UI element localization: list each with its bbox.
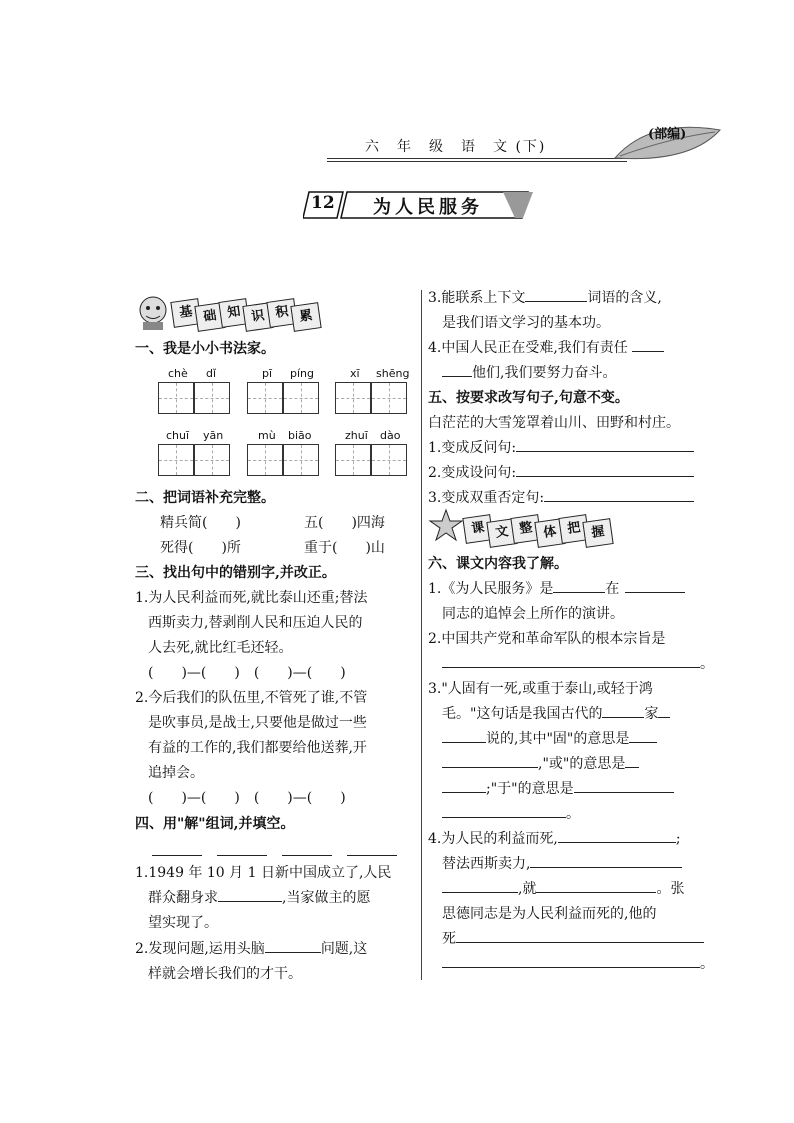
header-rule-2 xyxy=(327,161,627,162)
fill-blank[interactable] xyxy=(265,938,321,953)
fill-blank[interactable] xyxy=(625,578,685,593)
q3-item2-line: 追掉会。 xyxy=(148,765,204,781)
q3-correction-blank[interactable]: ( )—( ) ( )—( ) xyxy=(148,665,346,681)
text: 2.发现问题,运用头脑 xyxy=(135,941,265,957)
text: 。张 xyxy=(656,881,685,897)
star-mascot-icon xyxy=(428,508,464,544)
q3-item1-line: 西斯卖力,替剥削人民和压迫人民的 xyxy=(148,615,363,631)
q3-correction-blank[interactable]: ( )—( ) ( )—( ) xyxy=(148,790,346,806)
q6-item3-line4 xyxy=(442,753,639,775)
writing-grid[interactable] xyxy=(371,444,407,476)
text: 3.变成双重否定句: xyxy=(428,490,545,506)
header-rule xyxy=(327,158,627,159)
pinyin: dǐ xyxy=(206,367,217,380)
lesson-banner xyxy=(303,190,525,220)
text: 1.变成反问句: xyxy=(428,440,517,456)
fill-blank[interactable] xyxy=(442,878,518,893)
edition-label: (部编) xyxy=(648,127,687,142)
writing-grid[interactable] xyxy=(283,382,319,414)
fill-blank[interactable] xyxy=(442,753,538,768)
word-blank[interactable] xyxy=(217,855,267,856)
fill-blank[interactable] xyxy=(516,437,694,452)
writing-grid[interactable] xyxy=(283,444,319,476)
q6-item3-line5 xyxy=(442,778,674,800)
text: 替法西斯卖力, xyxy=(442,856,531,872)
writing-grid[interactable] xyxy=(335,444,371,476)
q6-item4-line5 xyxy=(442,928,704,950)
text: ,"或"的意思是 xyxy=(538,756,626,772)
q3-item2-line: 是吹事员,是战士,只要他是做过一些 xyxy=(148,715,367,731)
q6-item3-line2 xyxy=(442,703,670,725)
writing-grid[interactable] xyxy=(371,382,407,414)
fill-blank[interactable] xyxy=(442,803,566,818)
text: 4.为人民的利益而死, xyxy=(428,831,558,847)
q6-item1 xyxy=(428,578,685,600)
writing-grid[interactable] xyxy=(335,382,371,414)
q6-item4-line6 xyxy=(442,953,714,975)
q3-title: 三、找出句中的错别字,并改正。 xyxy=(135,565,336,581)
fill-blank[interactable] xyxy=(442,362,472,377)
badge-char: 体 xyxy=(534,518,565,548)
badge-char: 整 xyxy=(510,514,541,544)
fill-blank[interactable] xyxy=(218,887,282,902)
q2-idiom: 死得( )所 xyxy=(160,540,241,556)
text: 4.中国人民正在受难,我们有责任 xyxy=(428,340,628,356)
q6-title: 六、课文内容我了解。 xyxy=(428,556,568,572)
q2-idiom: 重于( )山 xyxy=(304,540,385,556)
q4-item4-line2 xyxy=(442,362,616,384)
fill-blank[interactable] xyxy=(574,778,674,793)
text: 3.能联系上下文 xyxy=(428,290,526,306)
text: 。 xyxy=(566,806,580,822)
q4-item1-line2 xyxy=(148,887,370,909)
badge-char: 识 xyxy=(242,302,273,332)
fill-blank[interactable] xyxy=(530,853,682,868)
q4-item2 xyxy=(135,938,367,960)
student-mascot-icon xyxy=(133,292,173,332)
text: ;"于"的意思是 xyxy=(486,781,574,797)
q4-title: 四、用"解"组词,并填空。 xyxy=(135,816,295,832)
text: 死 xyxy=(442,931,456,947)
q5-title: 五、按要求改写句子,句意不变。 xyxy=(428,390,629,406)
q6-item4: 4.为人民的利益而死, ; xyxy=(428,828,681,850)
q6-item3-line6 xyxy=(442,803,580,825)
q6-item1-line2: 同志的追悼会上所作的演讲。 xyxy=(442,606,624,622)
q3-item1-line: 人去死,就比红毛还轻。 xyxy=(148,640,293,656)
text: ,就 xyxy=(518,881,537,897)
q5-sentence: 白茫茫的大雪笼罩着山川、田野和村庄。 xyxy=(428,415,680,431)
fill-blank[interactable] xyxy=(658,703,670,718)
text: 说的,其中"固"的意思是 xyxy=(486,731,630,747)
pinyin: zhuī xyxy=(345,429,368,442)
writing-grid[interactable] xyxy=(158,444,194,476)
badge-char: 把 xyxy=(558,514,589,544)
writing-grid[interactable] xyxy=(194,444,230,476)
fill-blank[interactable] xyxy=(629,728,657,743)
pinyin: chè xyxy=(168,367,188,380)
lesson-number: 12 xyxy=(311,193,335,213)
q4-item3 xyxy=(428,287,662,309)
q4-item1-line3: 望实现了。 xyxy=(148,915,218,931)
writing-grid[interactable] xyxy=(247,444,283,476)
q6-item3: 3."人固有一死,或重于泰山,或轻于鸿 xyxy=(428,681,653,697)
fill-blank[interactable] xyxy=(516,462,694,477)
q4-item1: 1.1949 年 10 月 1 日新中国成立了,人民 xyxy=(135,865,392,881)
text: 问题,这 xyxy=(320,941,368,957)
q5-item xyxy=(428,487,694,509)
q2-idiom: 精兵简( ) xyxy=(160,515,241,531)
badge-char: 知 xyxy=(218,298,249,328)
fill-blank[interactable] xyxy=(632,337,664,352)
q6-item2-line2 xyxy=(442,653,714,675)
fill-blank[interactable] xyxy=(558,828,676,843)
fill-blank[interactable] xyxy=(442,653,700,668)
writing-grid[interactable] xyxy=(247,382,283,414)
fill-blank[interactable] xyxy=(625,753,639,768)
text: 词语的含义, xyxy=(587,290,662,306)
text: ,当家做主的愿 xyxy=(282,890,371,906)
header-grade-subject: 六 年 级 语 文 (下) xyxy=(365,139,547,155)
text: 毛。"这句话是我国古代的 xyxy=(442,706,603,722)
pinyin: xī xyxy=(350,367,360,380)
pinyin: dào xyxy=(380,429,401,442)
q4-item3-line2: 是我们语文学习的基本功。 xyxy=(442,315,610,331)
badge-char: 基 xyxy=(170,298,201,328)
q2-idiom: 五( )四海 xyxy=(304,515,385,531)
fill-blank[interactable] xyxy=(602,703,644,718)
fill-blank[interactable] xyxy=(544,487,694,502)
text: 群众翻身求 xyxy=(148,890,218,906)
fill-blank[interactable] xyxy=(442,728,486,743)
writing-grid[interactable] xyxy=(194,382,230,414)
text: 在 xyxy=(605,581,620,597)
fill-blank[interactable] xyxy=(442,778,486,793)
word-blank[interactable] xyxy=(152,855,202,856)
q1-title: 一、我是小小书法家。 xyxy=(135,341,275,357)
q6-item4-line4: 思德同志是为人民利益而死的,他的 xyxy=(442,906,657,922)
pinyin: píng xyxy=(290,367,314,380)
fill-blank[interactable] xyxy=(553,578,605,593)
pinyin: pī xyxy=(262,367,273,380)
text: 。 xyxy=(700,956,714,972)
q4-item2-line2: 样就会增长我们的才干。 xyxy=(148,966,302,982)
q6-item4-line3 xyxy=(442,878,684,900)
fill-blank[interactable] xyxy=(442,953,700,968)
column-divider xyxy=(421,290,422,980)
pinyin: shēng xyxy=(376,367,410,380)
badge-char: 课 xyxy=(462,514,493,544)
q5-item xyxy=(428,462,694,484)
pinyin: biāo xyxy=(288,429,312,442)
lesson-title: 为人民服务 xyxy=(373,197,483,218)
q2-title: 二、把词语补充完整。 xyxy=(135,490,275,506)
q3-item2-line: 有益的工作的,我们都要给他送葬,开 xyxy=(148,740,367,756)
word-blank[interactable] xyxy=(347,855,397,856)
q6-item2: 2.中国共产党和革命军队的根本宗旨是 xyxy=(428,631,666,647)
badge-char: 文 xyxy=(486,518,517,548)
fill-blank[interactable] xyxy=(456,928,704,943)
text: 。 xyxy=(700,656,714,672)
fill-blank[interactable] xyxy=(525,287,587,302)
word-blank[interactable] xyxy=(282,855,332,856)
badge-char: 础 xyxy=(194,302,225,332)
q3-item1-line: 1.为人民利益而死,就比泰山还重;替法 xyxy=(135,590,368,606)
pinyin: yān xyxy=(203,429,224,442)
pinyin: chuī xyxy=(166,429,190,442)
text: 家 xyxy=(644,706,659,722)
q5-item xyxy=(428,437,694,459)
text: 1.《为人民服务》是 xyxy=(428,581,554,597)
text: 他们,我们要努力奋斗。 xyxy=(472,365,617,381)
q6-item3-line3 xyxy=(442,728,657,750)
pinyin: mù xyxy=(258,429,276,442)
q3-item2-line: 2.今后我们的队伍里,不管死了谁,不管 xyxy=(135,690,368,706)
q4-item4 xyxy=(428,337,664,359)
badge-char: 积 xyxy=(266,298,297,328)
text: 2.变成设问句: xyxy=(428,465,517,481)
fill-blank[interactable] xyxy=(536,878,656,893)
badge-char: 握 xyxy=(582,518,613,548)
q6-item4-line2 xyxy=(442,853,682,875)
writing-grid[interactable] xyxy=(158,382,194,414)
badge-char: 累 xyxy=(290,302,321,332)
